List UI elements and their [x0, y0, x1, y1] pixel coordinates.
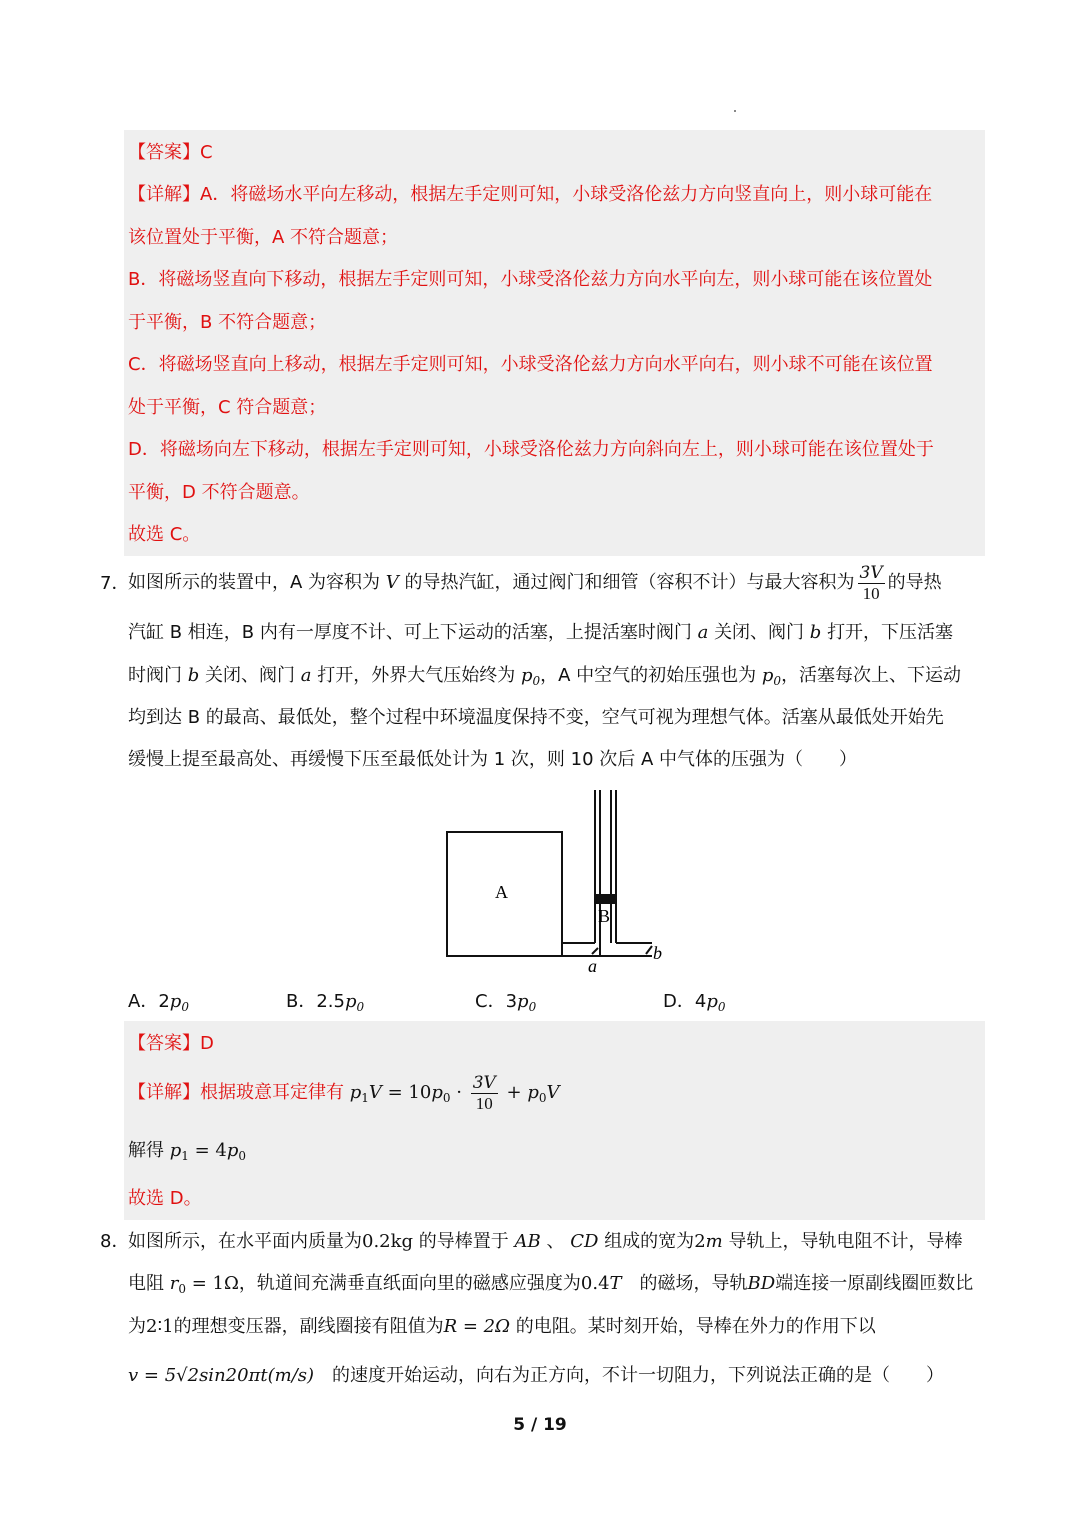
- p-subscript: 0: [717, 1000, 726, 1014]
- eq-p: p: [527, 1082, 539, 1103]
- mass-value: 0.2kg: [362, 1231, 414, 1252]
- valve-a: a: [697, 622, 709, 643]
- choice-A-coef: 2: [158, 991, 170, 1012]
- q7-answer-line: 【答案】D: [128, 1033, 214, 1054]
- q7-line4: 均到达 B 的最高、最低处，整个过程中环境温度保持不变，空气可视为理想气体。活塞从最低处开始先: [128, 707, 944, 728]
- r-value: = 1Ω: [185, 1273, 239, 1294]
- choice-C-label: C．: [475, 991, 506, 1012]
- q7-line2-text-a: 汽缸 B 相连，B 内有一厚度不计、可上下运动的活塞，上提活塞时阀门: [128, 622, 692, 643]
- q7-line1-text-b: 的导热汽缸，通过阀门和细管（容积不计）与最大容积为: [404, 572, 855, 593]
- eq-plus: +: [500, 1082, 528, 1103]
- q8-line1-text-c: 组成的宽为: [604, 1231, 695, 1252]
- q7-line5: 缓慢上提至最高处、再缓慢下压至最低处计为 1 次，则 10 次后 A 中气体的压强为（ ）: [128, 749, 857, 770]
- detail-tag: 【详解】: [128, 184, 200, 205]
- eq-p: p: [226, 1140, 239, 1161]
- q7-line1-text-c: 的导热: [887, 572, 942, 593]
- q6-detail-c-line2: 处于平衡，C 符合题意；: [128, 397, 327, 418]
- separator: 、: [546, 1231, 565, 1252]
- var-V: V: [385, 572, 399, 593]
- eq-p: p: [431, 1082, 443, 1103]
- p0-symbol: [170, 991, 189, 1012]
- q7-line1-text-a: 如图所示的装置中，A 为容积为: [128, 572, 381, 593]
- q8-line3-text-a: 为: [128, 1316, 146, 1337]
- valve-b: b: [809, 622, 822, 643]
- q7-line3-text-a: 时阀门: [128, 665, 182, 686]
- q7-line3-text-c: 打开，外界大气压始终为: [317, 665, 516, 686]
- valve-a-mark: [592, 948, 598, 954]
- eq-dot: ·: [450, 1082, 468, 1103]
- q7-line3-text-e: ，活塞每次上、下运动: [781, 665, 962, 686]
- valve-b: b: [187, 665, 200, 686]
- detail-a-text: A．将磁场水平向左移动，根据左手定则可知，小球受洛伦兹力方向竖直向上，则小球可能在: [200, 184, 933, 205]
- q6-detail-c-line1: C．将磁场竖直向上移动，根据左手定则可知，小球受洛伦兹力方向水平向右，则小球不可能在该位置: [128, 354, 933, 375]
- q6-answer-line: 【答案】C: [128, 142, 213, 163]
- rail-CD: CD: [570, 1231, 599, 1252]
- eq-fraction: [471, 1073, 498, 1114]
- eq-p: p: [349, 1082, 362, 1103]
- eq-sub-0: 0: [238, 1149, 247, 1163]
- solve-equation: [170, 1140, 246, 1161]
- width-value: 2: [694, 1231, 706, 1252]
- q7-line3: [128, 664, 961, 688]
- q8-line3: [128, 1315, 876, 1339]
- piston: [595, 894, 616, 904]
- page-number: 5 / 19: [513, 1415, 567, 1435]
- q8-line4: [128, 1364, 944, 1388]
- frac-numerator: 3V: [859, 562, 883, 583]
- choice-A[interactable]: [128, 990, 189, 1014]
- eq-frac-den: 10: [475, 1093, 493, 1113]
- fraction-3V-10: [858, 563, 885, 604]
- q6-answer-box: [124, 130, 985, 556]
- q6-detail-a-line1: [128, 183, 979, 207]
- boyle-equation: [349, 1072, 560, 1113]
- detail-text: 根据玻意耳定律有: [200, 1082, 344, 1103]
- eq-sub-1: 1: [361, 1091, 369, 1105]
- q7-conclusion: 故选 D。: [128, 1188, 202, 1209]
- q7-solve-line: [128, 1139, 979, 1163]
- valve-a: a: [300, 665, 312, 686]
- r-subscript: 0: [178, 1282, 186, 1296]
- q7-detail-line: [128, 1067, 979, 1119]
- q7-line1: [128, 560, 942, 606]
- q8-line1-text-b: 的导棒置于: [418, 1231, 509, 1252]
- p-letter: p: [761, 665, 774, 686]
- q8-line1-text-a: 如图所示，在水平面内质量为: [128, 1231, 362, 1252]
- q7-apparatus-figure: [440, 786, 680, 980]
- unit-m: m: [705, 1231, 723, 1252]
- p-letter: p: [706, 991, 718, 1012]
- choice-C-coef: 3: [505, 991, 518, 1012]
- velocity-equation: v = 5√2sin20πt(m/s): [128, 1365, 315, 1386]
- q8-number: 8．: [100, 1231, 130, 1252]
- choice-D[interactable]: [663, 990, 726, 1014]
- rail-end-BD: BD: [747, 1273, 776, 1294]
- q7-line2-text-b: 关闭、阀门: [714, 622, 805, 643]
- frac-denominator: 10: [862, 583, 880, 603]
- q7-line3-text-b: 关闭、阀门: [205, 665, 295, 686]
- p-subscript: 0: [181, 1000, 189, 1014]
- label-B: B: [598, 906, 611, 926]
- eq-sub-1: 1: [181, 1149, 189, 1163]
- eq-V: V: [368, 1082, 382, 1103]
- eq-equals: = 10: [381, 1082, 432, 1103]
- p-subscript: 0: [528, 1000, 537, 1014]
- detail-tag: 【详解】: [128, 1082, 200, 1103]
- choice-B[interactable]: [286, 990, 364, 1014]
- eq-frac-num: 3V: [472, 1072, 496, 1093]
- B-value: 0.4: [580, 1273, 610, 1294]
- q8-line3-text-b: 的理想变压器，副线圈接有阻值为: [173, 1316, 444, 1337]
- q8-line1: [128, 1230, 962, 1254]
- q8-line2-text-a: 电阻: [128, 1273, 164, 1294]
- rail-AB: AB: [514, 1231, 541, 1252]
- q8-line1-text-d: 导轨上，导轨电阻不计，导棒: [728, 1231, 963, 1252]
- p0-symbol: [345, 991, 364, 1012]
- q6-detail-b-line2: 于平衡，B 不符合题意；: [128, 312, 327, 333]
- resistance-r0: [170, 1273, 239, 1294]
- resistance-R: R = 2Ω: [443, 1316, 511, 1337]
- r-letter: r: [169, 1273, 179, 1294]
- q6-detail-a-line2: 该位置处于平衡，A 不符合题意；: [128, 227, 399, 248]
- q7-line2-text-c: 打开，下压活塞: [827, 622, 954, 643]
- q8-line2-text-c: 的磁场，导轨: [621, 1273, 748, 1294]
- p0-symbol: [762, 665, 781, 686]
- choice-B-label: B．: [286, 991, 317, 1012]
- p-subscript: 0: [532, 674, 541, 688]
- p0-symbol: [517, 991, 536, 1012]
- q6-conclusion: 故选 C。: [128, 524, 201, 545]
- choice-C[interactable]: [475, 990, 536, 1014]
- eq-V: V: [546, 1082, 560, 1103]
- q7-number: 7．: [100, 573, 130, 594]
- q8-line4-text-b: 的速度开始运动，向右为正方向，不计一切阻力，下列说法正确的是（ ）: [332, 1365, 945, 1386]
- unit-T: T: [609, 1273, 622, 1294]
- q7-line2: [128, 621, 953, 645]
- q8-line2-text-b: ，轨道间充满垂直纸面向里的磁感应强度为: [238, 1273, 581, 1294]
- p-letter: p: [520, 665, 533, 686]
- q8-line2: [128, 1272, 973, 1296]
- q6-detail-b-line1: B．将磁场竖直向下移动，根据左手定则可知，小球受洛伦兹力方向水平向左，则小球可能在该位置处: [128, 269, 933, 290]
- p-subscript: 0: [356, 1000, 365, 1014]
- solve-text: 解得: [128, 1140, 164, 1161]
- q6-detail-d-line2: 平衡，D 不符合题意。: [128, 482, 310, 503]
- eq-sub-0: 0: [538, 1091, 547, 1105]
- p0-symbol: [706, 991, 725, 1012]
- choice-D-coef: 4: [694, 991, 707, 1012]
- mark-dot: [734, 110, 736, 112]
- p-subscript: 0: [773, 674, 782, 688]
- p-letter: p: [345, 991, 357, 1012]
- label-a: a: [588, 956, 597, 976]
- choice-D-label: D．: [663, 991, 695, 1012]
- q8-line2-text-d: 端连接一原副线圈匝数比: [775, 1273, 974, 1294]
- label-A: A: [495, 882, 508, 902]
- q6-detail-d-line1: D．将磁场向左下移动，根据左手定则可知，小球受洛伦兹力方向斜向左上，则小球可能在该位置处于: [128, 439, 934, 460]
- p-letter: p: [517, 991, 529, 1012]
- q7-line3-text-d: ，A 中空气的初始压强也为: [540, 665, 757, 686]
- choice-B-coef: 2.5: [316, 991, 345, 1012]
- solve-equals: = 4: [188, 1140, 227, 1161]
- eq-p: p: [169, 1140, 182, 1161]
- eq-sub-0: 0: [442, 1091, 451, 1105]
- p0-symbol: [521, 665, 540, 686]
- p-letter: p: [169, 991, 182, 1012]
- choice-A-label: A．: [128, 991, 159, 1012]
- q8-line3-text-c: 的电阻。某时刻开始，导棒在外力的作用下以: [515, 1316, 876, 1337]
- label-b: b: [653, 943, 662, 963]
- q7-answer-box: [124, 1021, 985, 1220]
- turns-ratio: 2∶1: [146, 1316, 174, 1337]
- valve-b-mark: [646, 946, 652, 954]
